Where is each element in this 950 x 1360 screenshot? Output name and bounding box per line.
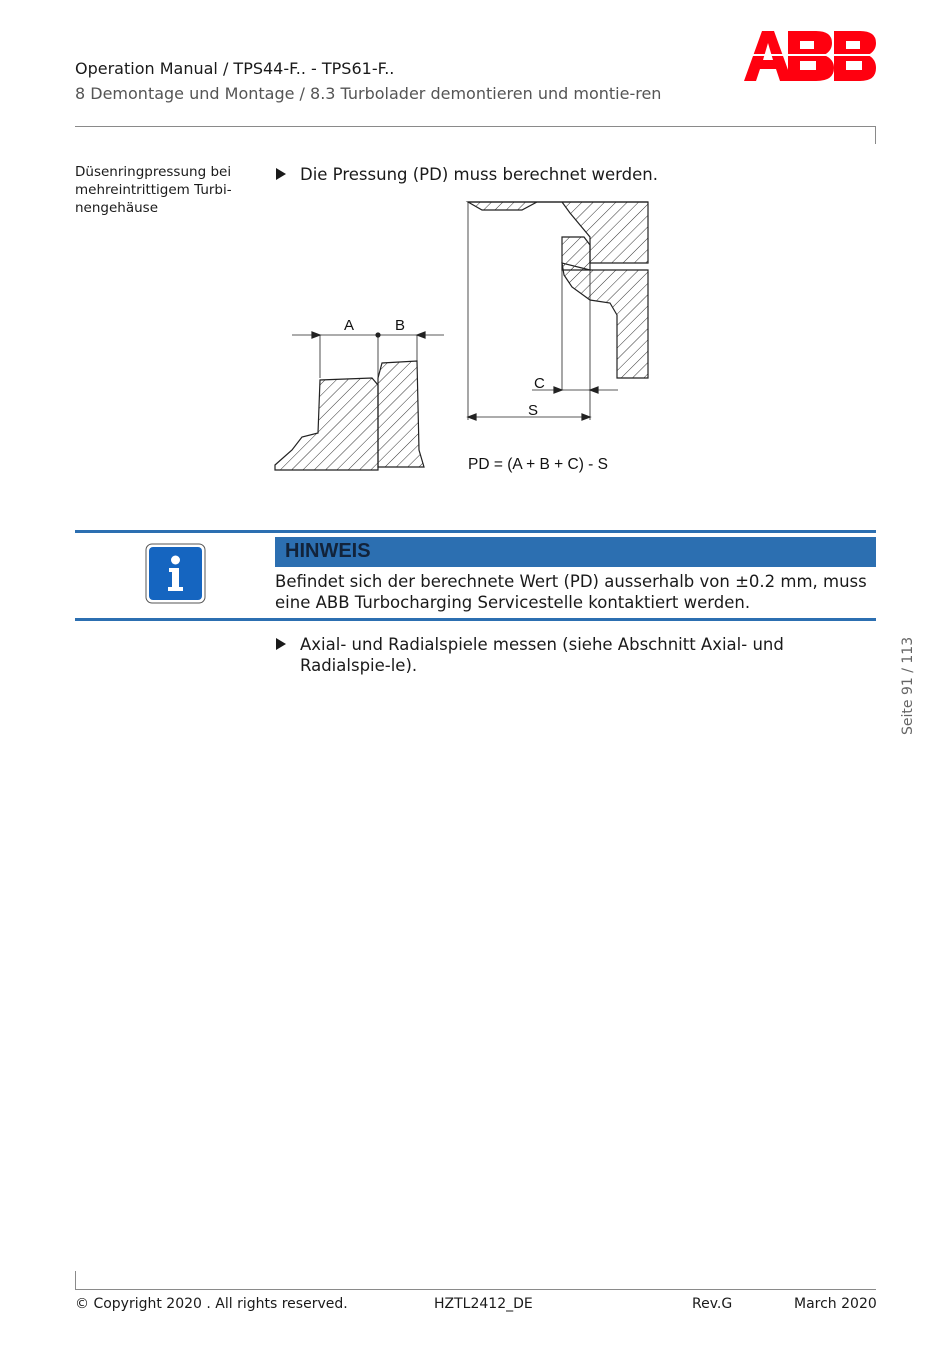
abb-logo (744, 29, 876, 81)
footer-divider-tick (75, 1271, 76, 1289)
page-number: Seite 91 / 113 (900, 636, 916, 735)
instruction-step-1-text: Die Pressung (PD) muss berechnet werden. (300, 165, 659, 184)
instruction-step-1 (276, 164, 876, 186)
footer-document-id: HZTL2412_DE (434, 1296, 533, 1312)
note-heading: HINWEIS (285, 540, 371, 562)
nozzle-ring-measurement-figure (272, 195, 657, 480)
dimension-label-a: A (344, 317, 355, 334)
chapter-breadcrumb: 8 Demontage und Montage / 8.3 Turbolader demontieren und montie-ren (75, 84, 662, 103)
document-title: Operation Manual / TPS44-F.. - TPS61-F.. (75, 59, 395, 78)
triangle-bullet-icon (276, 638, 286, 650)
triangle-bullet-icon (276, 168, 286, 180)
note-top-border (75, 530, 876, 533)
note-heading-bar (275, 537, 876, 567)
header-divider (75, 126, 875, 127)
header-divider-tick (875, 126, 876, 144)
info-icon (145, 543, 206, 604)
footer-copyright: © Copyright 2020 . All rights reserved. (75, 1296, 348, 1312)
footer-date: March 2020 (794, 1296, 877, 1312)
dimension-label-s: S (528, 402, 539, 419)
note-text: Befindet sich der berechnete Wert (PD) ausserhalb von ±0.2 mm, muss eine ABB Turbocharging Servicestelle kontaktiert werden. (275, 572, 867, 612)
instruction-step-2 (276, 634, 876, 678)
note-bottom-border (75, 618, 876, 621)
footer-revision: Rev.G (692, 1296, 733, 1312)
footer-divider (75, 1289, 876, 1290)
section-side-label: Düsenringpressung bei mehreintrittigem Turbi-nengehäuse (75, 164, 232, 216)
pressure-formula: PD = (A + B + C) - S (468, 456, 608, 473)
dimension-label-b: B (395, 317, 406, 334)
instruction-step-2-text: Axial- und Radialspiele messen (siehe Abschnitt Axial- und Radialspie-le). (300, 635, 784, 675)
dimension-label-c: C (534, 375, 545, 392)
